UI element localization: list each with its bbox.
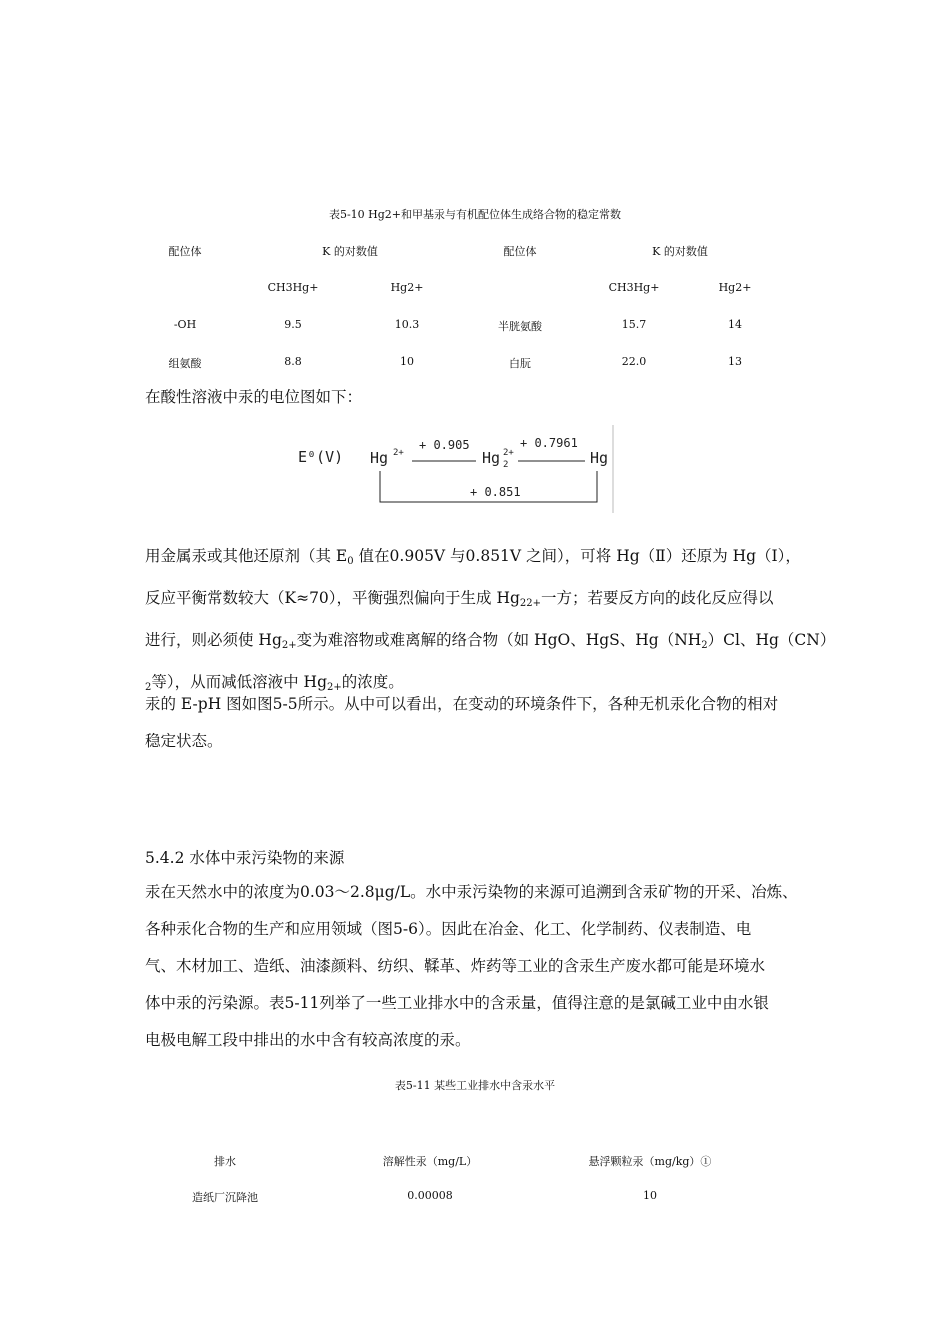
- diagram-label: E⁰(V): [298, 448, 344, 466]
- table-cell: 0.00008: [407, 1189, 453, 1202]
- paragraph-sources: [145, 874, 810, 1059]
- text-run: 用金属汞或其他还原剂（其 E: [145, 547, 348, 565]
- table1-subheader: Hg2+: [718, 281, 752, 294]
- section-heading: 5.4.2 水体中汞污染物的来源: [145, 849, 345, 867]
- text-line: 汞在天然水中的浓度为0.03～2.8μg/L。水中汞污染物的来源可追溯到含汞矿物的开采、冶炼、: [145, 883, 798, 901]
- text-line: 各种汞化合物的生产和应用领域（图5-6）。因此在冶金、化工、化学制药、仪表制造、电: [145, 920, 752, 938]
- text-run: 反应平衡常数较大（K≈70），平衡强烈偏向于生成 Hg: [145, 589, 520, 607]
- text-line: 电极电解工段中排出的水中含有较高浓度的汞。: [145, 1031, 471, 1049]
- potential-e1: + 0.905: [419, 438, 470, 452]
- table-cell: 组氨酸: [168, 357, 202, 370]
- subscript: 2: [145, 682, 152, 693]
- text-run: 一方；若要反方向的歧化反应得以: [541, 589, 774, 607]
- table2-caption: 表5-11 某些工业排水中含汞水平: [394, 1079, 556, 1092]
- text-run: 进行，则必须使 Hg: [145, 631, 282, 649]
- text-run: 等），从而减低溶液中 Hg: [151, 673, 327, 691]
- table1-header-logk: K 的对数值: [322, 245, 378, 258]
- species-hg22plus: Hg: [482, 449, 501, 467]
- table-cell: -OH: [173, 318, 197, 331]
- table1-header-logk-2: K 的对数值: [652, 245, 708, 258]
- table2-header: 溶解性汞（mg/L）: [382, 1155, 478, 1168]
- table1-caption: 表5-10 Hg2+和甲基汞与有机配位体生成络合物的稳定常数: [328, 208, 622, 221]
- table-cell: 9.5: [284, 318, 302, 331]
- subscript: 2: [701, 640, 708, 651]
- species-hg2plus-charge: 2+: [393, 448, 404, 458]
- table-cell: 10: [643, 1189, 657, 1202]
- text-run: 变为难溶物或难离解的络合物（如 HgO、HgS、Hg（NH: [296, 631, 702, 649]
- text-run: 的浓度。: [341, 673, 404, 691]
- table1-subheader: CH3Hg+: [267, 281, 319, 294]
- text-run: ）Cl、Hg（CN）: [707, 631, 836, 649]
- subscript: 0: [347, 556, 354, 567]
- paragraph-reduction: [145, 538, 836, 706]
- species-hg: Hg: [590, 449, 609, 467]
- table2-header: 悬浮颗粒汞（mg/kg）①: [588, 1155, 712, 1168]
- table-cell: 22.0: [621, 355, 647, 368]
- table-cell: 8.8: [284, 355, 302, 368]
- table-cell: 半胱氨酸: [498, 320, 542, 333]
- potential-diagram: [290, 425, 620, 515]
- subscript: 2+: [281, 640, 297, 651]
- paragraph-e-ph: [145, 686, 810, 760]
- table-cell: 10.3: [394, 318, 420, 331]
- table1-subheader: CH3Hg+: [608, 281, 660, 294]
- species-hg22plus-subscript: 2: [503, 460, 509, 470]
- potential-e2: + 0.7961: [520, 436, 578, 450]
- table-cell: 白朊: [509, 357, 531, 370]
- subscript: 22+: [519, 598, 542, 609]
- text-run: 值在0.905V 与0.851V 之间），可将 Hg（Ⅱ）还原为 Hg（Ⅰ），: [353, 547, 801, 565]
- table1-subheader: Hg2+: [390, 281, 424, 294]
- text-line: 气、木材加工、造纸、油漆颜料、纺织、鞣革、炸药等工业的含汞生产废水都可能是环境水: [145, 957, 766, 975]
- text-line: 汞的 E-pH 图如图5-5所示。从中可以看出，在变动的环境条件下，各种无机汞化合物的相对: [145, 695, 779, 713]
- table-cell: 15.7: [621, 318, 647, 331]
- table1-header-ligand: 配位体: [168, 245, 202, 258]
- species-hg22plus-charge: 2+: [503, 448, 514, 458]
- table-cell: 14: [728, 318, 742, 331]
- table1-header-ligand-2: 配位体: [503, 245, 537, 258]
- table-cell: 13: [728, 355, 742, 368]
- table-cell: 造纸厂沉降池: [192, 1191, 258, 1204]
- text-line: 体中汞的污染源。表5-11列举了一些工业排水中的含汞量，值得注意的是氯碱工业中由水银: [145, 994, 769, 1012]
- text-line: 稳定状态。: [145, 732, 223, 750]
- species-hg2plus: Hg: [370, 449, 389, 467]
- subscript: 2+: [327, 682, 342, 693]
- potential-e3: + 0.851: [470, 485, 521, 499]
- intro-text: 在酸性溶液中汞的电位图如下：: [145, 388, 363, 406]
- table-cell: 10: [400, 355, 414, 368]
- table2-header: 排水: [214, 1155, 236, 1168]
